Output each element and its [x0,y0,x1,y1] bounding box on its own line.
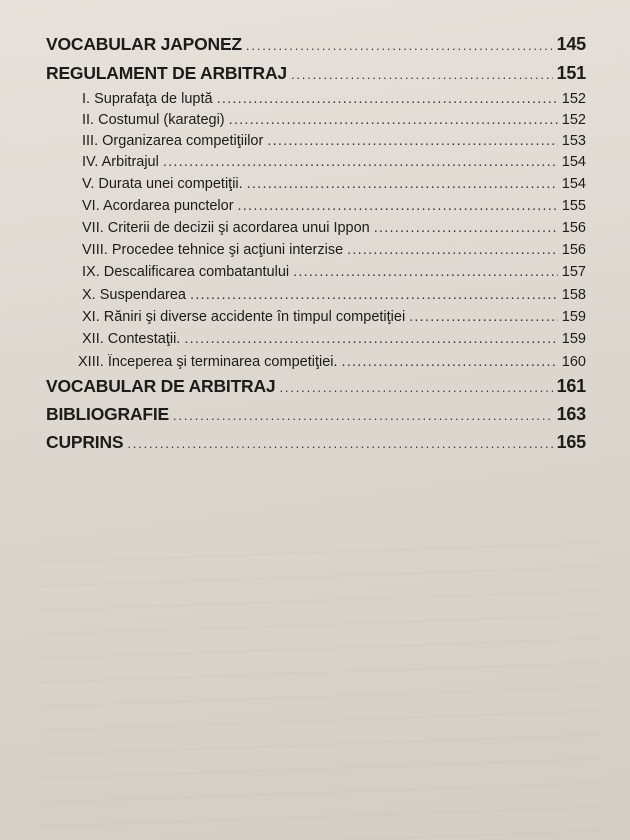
toc-entry-page: 155 [561,198,586,214]
toc-entry-page: 160 [561,354,586,370]
toc-entry-vocabular-japonez [46,34,586,55]
toc-leader-dots [374,220,558,236]
toc-entry-costumul [82,112,586,128]
toc-entry-title: III. Organizarea competiţiilor [82,133,264,149]
toc-entry-page: 156 [561,220,586,236]
toc-entry-title: VOCABULAR DE ARBITRAJ [46,376,276,396]
toc-entry-page: 154 [561,176,586,192]
toc-entry-title: VIII. Procedee tehnice şi acţiuni interzise [82,242,344,258]
toc-entry-procedee-tehnice [82,242,586,258]
toc-entry-page: 152 [561,91,586,107]
toc-entry-title: IV. Arbitrajul [82,154,159,170]
toc-entry-title: V. Durata unei competiţii. [82,176,243,192]
toc-entry-page: 151 [556,63,586,83]
toc-entry-title: VI. Acordarea punctelor [82,198,234,214]
toc-entry-title: IX. Descalificarea combatantului [82,264,290,280]
toc-entry-organizarea-competitiilor [82,133,586,149]
toc-entry-suprafata-de-lupta [82,91,586,107]
toc-entry-page: 157 [561,264,586,280]
toc-entry-descalificarea [82,264,586,280]
toc-entry-title: VOCABULAR JAPONEZ [46,34,242,54]
toc-leader-dots [291,63,553,84]
toc-leader-dots [217,91,558,107]
toc-entry-title: I. Suprafaţa de luptă [82,91,213,107]
toc-entry-page: 165 [556,432,586,452]
toc-leader-dots [347,242,558,258]
toc-leader-dots [238,198,558,214]
toc-leader-dots [279,376,552,397]
toc-leader-dots [267,133,557,149]
toc-entry-cuprins [46,432,586,453]
toc-entry-durata [82,176,586,192]
toc-leader-dots [342,354,558,370]
toc-leader-dots [127,432,552,453]
toc-entry-page: 158 [561,287,586,303]
toc-entry-vocabular-de-arbitraj [46,376,586,397]
toc-leader-dots [184,331,557,347]
toc-entry-title: VII. Criterii de decizii şi acordarea unui Ippon [82,220,370,236]
toc-entry-bibliografie [46,404,586,425]
toc-entry-page: 153 [561,133,586,149]
toc-entry-page: 159 [561,331,586,347]
toc-leader-dots [409,309,558,325]
show-through-texture [40,540,600,840]
toc-leader-dots [190,287,558,303]
toc-entry-raniri [82,309,586,325]
toc-entry-title: BIBLIOGRAFIE [46,404,170,424]
toc-entry-title: XI. Răniri şi diverse accidente în timpul competiţiei [82,309,406,325]
toc-entry-page: 161 [556,376,586,396]
toc-entry-page: 156 [561,242,586,258]
toc-entry-title: II. Costumul (karategi) [82,112,225,128]
toc-entry-title: XIII. Începerea şi terminarea competiţiei. [78,354,338,370]
toc-entry-title: XII. Contestaţii. [82,331,181,347]
toc-leader-dots [246,34,553,55]
toc-entry-regulament-de-arbitraj [46,63,586,84]
toc-entry-page: 145 [556,34,586,54]
toc-leader-dots [173,404,553,425]
toc-entry-criterii-de-decizii [82,220,586,236]
toc-entry-inceperea [78,354,586,370]
toc-entry-contestatii [82,331,586,347]
toc-entry-title: X. Suspendarea [82,287,186,303]
toc-entry-page: 152 [561,112,586,128]
toc-leader-dots [293,264,558,280]
toc-entry-suspendarea [82,287,586,303]
toc-entry-title: CUPRINS [46,432,124,452]
toc-entry-page: 154 [561,154,586,170]
toc-leader-dots [163,154,558,170]
toc-entry-acordarea-punctelor [82,198,586,214]
toc-entry-title: REGULAMENT DE ARBITRAJ [46,63,287,83]
toc-leader-dots [247,176,558,192]
toc-entry-page: 163 [556,404,586,424]
toc-entry-page: 159 [561,309,586,325]
toc-entry-arbitrajul [82,154,586,170]
toc-leader-dots [229,112,558,128]
